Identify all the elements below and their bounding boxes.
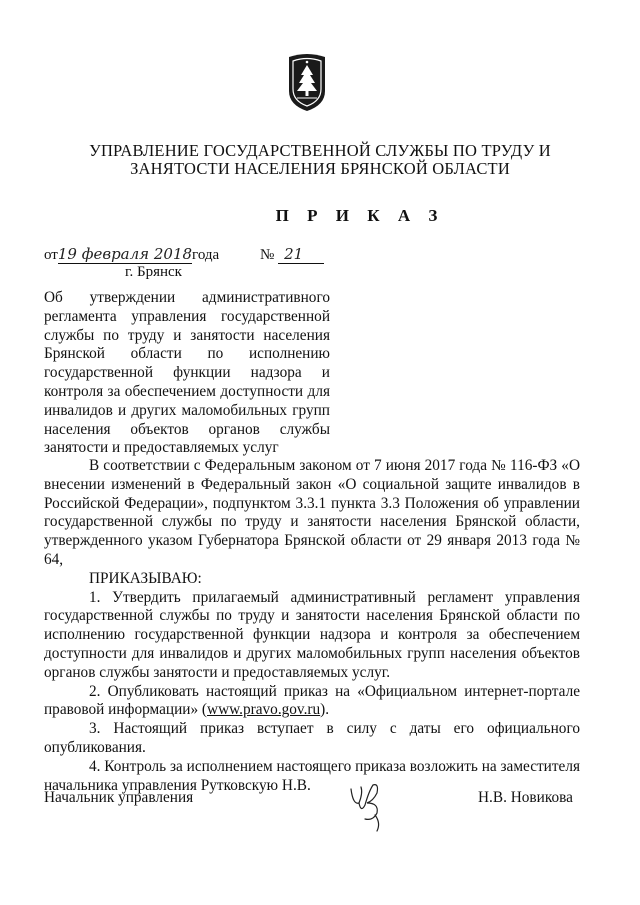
order-item-2-tail: ).: [320, 701, 330, 719]
handwritten-signature-icon: [345, 775, 390, 833]
city: г. Брянск: [125, 264, 182, 280]
subject-line: регламента управления государственной: [44, 307, 330, 325]
order-item-1: 1. Утвердить прилагаемый административный регламент управления государственной службы по труду и занятости населения Брянской области по исполнению государственной функции надзора и контроля за обеспечением доступности для инвалидов и других маломобильных групп населения объектов органов службы занятости и предоставляемых услуг.: [44, 588, 580, 681]
organization-name-line1: УПРАВЛЕНИЕ ГОСУДАРСТВЕННОЙ СЛУЖБЫ ПО ТРУДУ И: [89, 141, 551, 160]
subject-line: Об утверждении административного: [44, 289, 330, 306]
order-item-2-text: 2. Опубликовать настоящий приказ на «Официальном интернет-портале правовой информации» (: [44, 682, 580, 719]
order-item-3: 3. Настоящий приказ вступает в силу с даты его официального опубликования.: [44, 720, 580, 756]
pravo-link[interactable]: www.pravo.gov.ru: [207, 701, 321, 719]
subject-line: занятости и предоставляемых услуг: [44, 439, 279, 457]
date-suffix: года: [192, 247, 220, 263]
subject-line: населения объектов органов службы: [44, 420, 330, 438]
number-handwritten: 21: [278, 245, 324, 264]
date-line: [44, 245, 219, 264]
signatory-name: Н.В. Новикова: [478, 789, 573, 806]
organization-name-line2: ЗАНЯТОСТИ НАСЕЛЕНИЯ БРЯНСКОЙ ОБЛАСТИ: [130, 159, 510, 178]
order-item-2: [44, 683, 580, 721]
date-prefix: от: [44, 247, 58, 263]
subject-line: Брянской области по исполнению: [44, 345, 330, 363]
date-handwritten: 19 февраля 2018: [57, 245, 193, 263]
document-title: П Р И К А З: [275, 206, 445, 225]
coat-of-arms-emblem-icon: [283, 53, 331, 113]
subject-line: службы по труду и занятости населения: [44, 326, 330, 344]
number-prefix: №: [260, 247, 275, 263]
order-word: ПРИКАЗЫВАЮ:: [89, 569, 202, 587]
subject-line: контроля за обеспечением доступности для: [44, 382, 330, 400]
order-item-4: 4. Контроль за исполнением настоящего приказа возложить на заместителя начальника управления Рутковскую Н.В.: [44, 757, 580, 794]
number-line: [260, 245, 324, 264]
preamble-paragraph: В соответствии с Федеральным законом от 7 июня 2017 года № 116-ФЗ «О внесении изменений в Федеральный закон «О социальной защите инвалидов в Российской Федерации», подпунктом 3.3.1 пункта 3.3 Положения об управлении государственной службы по труду и занятости населения Брянской области, утвержденного указом Губернатора Брянской области от 29 января 2013 года № 64,: [44, 457, 580, 568]
subject-block: [44, 289, 330, 458]
subject-line: инвалидов и других маломобильных групп: [44, 401, 330, 419]
signatory-role: Начальник управления: [44, 789, 194, 806]
subject-line: государственной функции надзора и: [44, 364, 330, 382]
body-text: [44, 457, 580, 795]
